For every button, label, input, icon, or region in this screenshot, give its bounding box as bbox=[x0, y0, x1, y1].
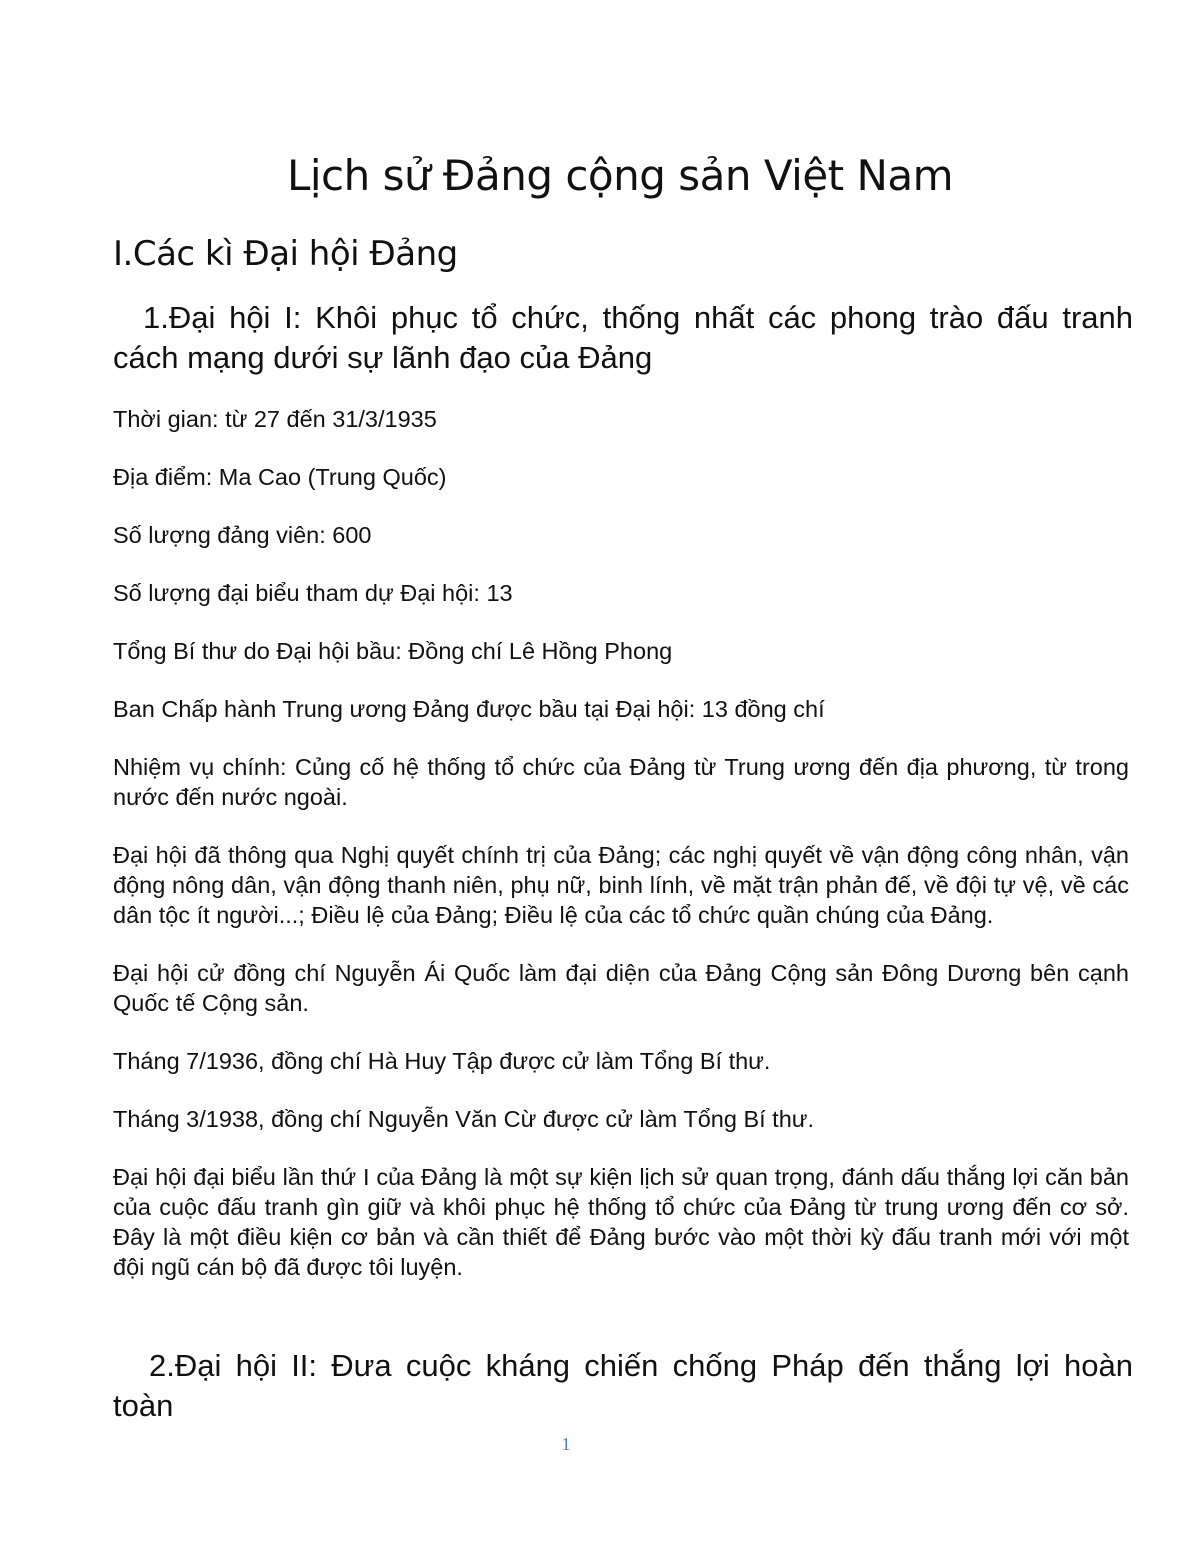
paragraph-1936: Tháng 7/1936, đồng chí Hà Huy Tập được cử làm Tổng Bí thư. bbox=[113, 1048, 771, 1074]
paragraph-location: Địa điểm: Ma Cao (Trung Quốc) bbox=[113, 464, 447, 490]
paragraph-representative: Đại hội cử đồng chí Nguyễn Ái Quốc làm đại diện của Đảng Cộng sản Đông Dương bên cạnh Quốc tế Cộng sản. bbox=[113, 960, 1129, 1016]
paragraph-general-secretary: Tổng Bí thư do Đại hội bầu: Đồng chí Lê Hồng Phong bbox=[113, 638, 673, 664]
page-number: 1 bbox=[561, 1434, 571, 1454]
paragraph-main-task: Nhiệm vụ chính: Củng cố hệ thống tổ chức của Đảng từ Trung ương đến địa phương, từ trong nước đến nước ngoài. bbox=[113, 754, 1129, 810]
paragraph-time: Thời gian: từ 27 đến 31/3/1935 bbox=[113, 406, 437, 432]
section-heading: I.Các kì Đại hội Đảng bbox=[113, 234, 458, 274]
subheading-congress-1: 1.Đại hội I: Khôi phục tổ chức, thống nhất các phong trào đấu tranh cách mạng dưới sự lãnh đạo của Đảng bbox=[113, 300, 1133, 375]
subheading-congress-2: 2.Đại hội II: Đưa cuộc kháng chiến chống Pháp đến thắng lợi hoàn toàn bbox=[113, 1348, 1133, 1423]
paragraph-1938: Tháng 3/1938, đồng chí Nguyễn Văn Cừ được cử làm Tổng Bí thư. bbox=[113, 1106, 815, 1132]
paragraph-significance: Đại hội đại biểu lần thứ I của Đảng là một sự kiện lịch sử quan trọng, đánh dấu thắng lợi căn bản của cuộc đấu tranh gìn giữ và khôi phục hệ thống tổ chức của Đảng từ trung ương đến cơ sở. Đây là một điều kiện cơ bản và cần thiết để Đảng bước vào một thời kỳ đấu tranh mới với một đội ngũ cán bộ đã được tôi luyện. bbox=[113, 1164, 1129, 1280]
document-title: Lịch sử Đảng cộng sản Việt Nam bbox=[286, 151, 954, 200]
body-text bbox=[113, 404, 1129, 1310]
paragraph-central-committee: Ban Chấp hành Trung ương Đảng được bầu tại Đại hội: 13 đồng chí bbox=[113, 696, 825, 722]
paragraph-resolutions: Đại hội đã thông qua Nghị quyết chính trị của Đảng; các nghị quyết về vận động công nhân, vận động nông dân, vận động thanh niên, phụ nữ, binh lính, về mặt trận phản đế, về đội tự vệ, về các dân tộc ít người...; Điều lệ của Đảng; Điều lệ của các tổ chức quần chúng của Đảng. bbox=[113, 842, 1129, 928]
paragraph-delegates: Số lượng đại biểu tham dự Đại hội: 13 bbox=[113, 580, 513, 606]
paragraph-party-members: Số lượng đảng viên: 600 bbox=[113, 522, 372, 548]
